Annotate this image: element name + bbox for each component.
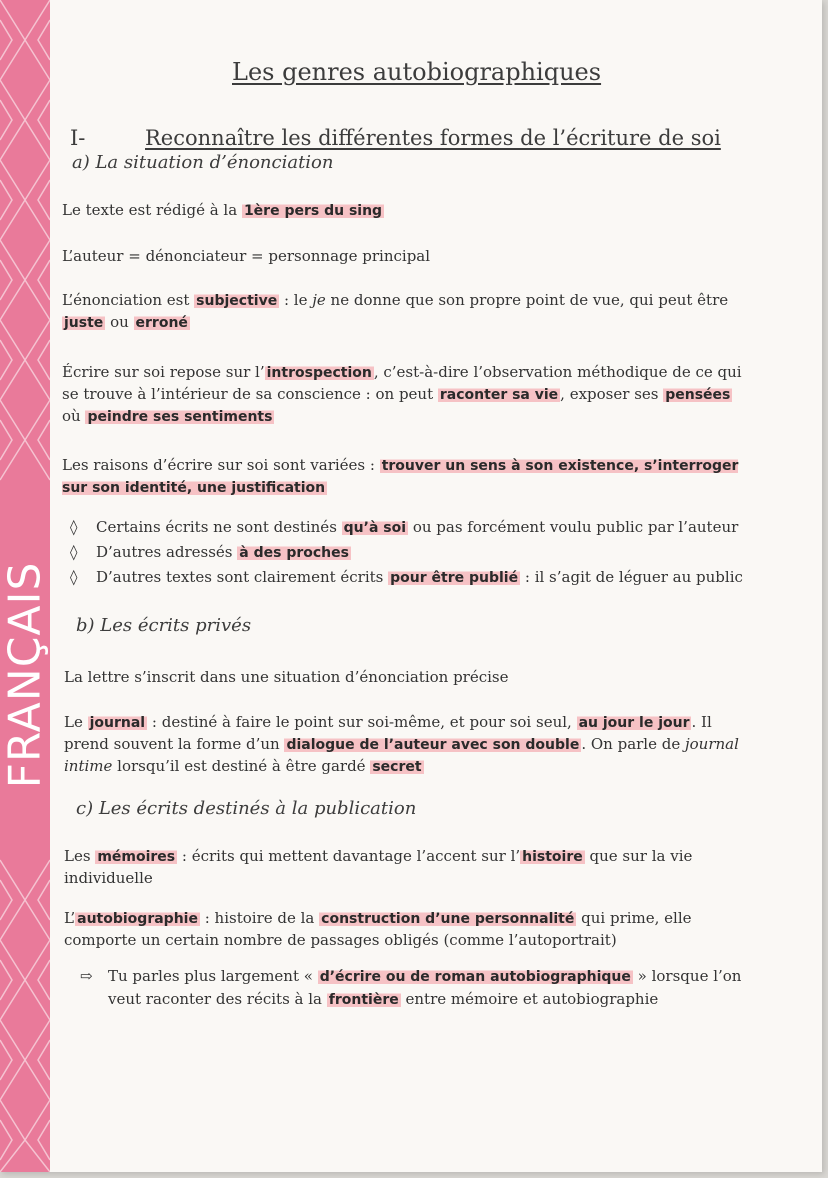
list-item: ◊ D’autres textes sont clairement écrits pour être publié : il s’agit de léguer au public — [70, 565, 760, 590]
highlight: frontière — [328, 992, 399, 1008]
section-title: Reconnaître les différentes formes de l’écriture de soi — [145, 126, 721, 150]
list-item: ◊ D’autres adressés à des proches — [70, 540, 760, 565]
highlight: construction d’une personnalité — [321, 911, 575, 927]
highlight: journal — [89, 715, 146, 731]
highlight: au jour le jour — [578, 715, 690, 731]
note: ⇨ Tu parles plus largement « d’écrire ou de roman autobiographique » lorsque l’on veut raconter des récits à la frontière entre mémoire et autobiographie — [80, 965, 750, 1011]
highlight: à des proches — [239, 545, 349, 561]
section-heading — [70, 126, 721, 150]
subheading-c: c) Les écrits destinés à la publication — [76, 798, 417, 819]
paragraph-8: Les mémoires : écrits qui mettent davantage l’accent sur l’ histoire que sur la vie individuelle — [64, 847, 693, 887]
subheading-b: b) Les écrits privés — [76, 615, 252, 636]
highlight: subjective — [196, 293, 278, 309]
paragraph-6: La lettre s’inscrit dans une situation d’énonciation précise — [64, 668, 509, 686]
paragraph-1: Le texte est rédigé à la 1ère pers du sing — [62, 201, 383, 219]
section-number: I- — [70, 126, 86, 150]
highlight: juste — [64, 315, 104, 331]
bullet-list — [70, 515, 760, 590]
paragraph-5: Les raisons d’écrire sur soi sont variées : trouver un sens à son existence, s’interroger sur son identité, une justification — [62, 456, 739, 496]
diamond-bullet-icon: ◊ — [70, 518, 78, 536]
paragraph-2: L’auteur = dénonciateur = personnage principal — [62, 247, 431, 265]
diamond-bullet-icon: ◊ — [70, 568, 78, 586]
highlight: pensées — [665, 387, 731, 403]
paragraph-4: Écrire sur soi repose sur l’ introspection , c’est-à-dire l’observation méthodique de ce qui se trouve à l’intérieur de sa conscience : on peut raconter sa vie , exposer ses pensées où peindre ses sentiments — [62, 363, 742, 425]
paragraph-7: Le journal : destiné à faire le point sur soi-même, et pour soi seul, au jour le jour . Il prend souvent la forme d’un dialogue de l’auteur avec son double . On parle de journal intime lorsqu’il est destiné à être gardé secret — [64, 713, 739, 775]
list-item: ◊ Certains écrits ne sont destinés qu’à soi ou pas forcément voulu public par l’auteur — [70, 515, 760, 540]
paragraph-9: L’ autobiographie : histoire de la construction d’une personnalité qui prime, elle comporte un certain nombre de passages obligés (comme l’autoportrait) — [64, 909, 692, 949]
highlight: raconter sa vie — [439, 387, 559, 403]
subheading-a: a) La situation d’énonciation — [72, 152, 334, 173]
page-title: Les genres autobiographiques — [232, 58, 602, 86]
highlight: 1ère pers du sing — [243, 203, 383, 219]
highlight: trouver un sens à son existence, s’interroger sur son identité, une justification — [62, 458, 739, 496]
highlight: peindre ses sentiments — [87, 409, 273, 425]
arrow-right-icon: ⇨ — [80, 967, 93, 985]
highlight: introspection — [266, 365, 372, 381]
diamond-bullet-icon: ◊ — [70, 543, 78, 561]
highlight: mémoires — [97, 849, 176, 865]
highlight: qu’à soi — [343, 520, 407, 536]
highlight: erroné — [135, 315, 188, 331]
paragraph-3: L’énonciation est subjective : le je ne donne que son propre point de vue, qui peut être juste ou erroné — [62, 291, 729, 331]
highlight: secret — [372, 759, 422, 775]
highlight: d’écrire ou de roman autobiographique — [319, 969, 631, 985]
highlight: autobiographie — [77, 911, 198, 927]
highlight: pour être publié — [390, 570, 519, 586]
highlight: histoire — [522, 849, 583, 865]
subject-label: FRANÇAIS — [0, 561, 50, 789]
highlight: dialogue de l’auteur avec son double — [286, 737, 580, 753]
